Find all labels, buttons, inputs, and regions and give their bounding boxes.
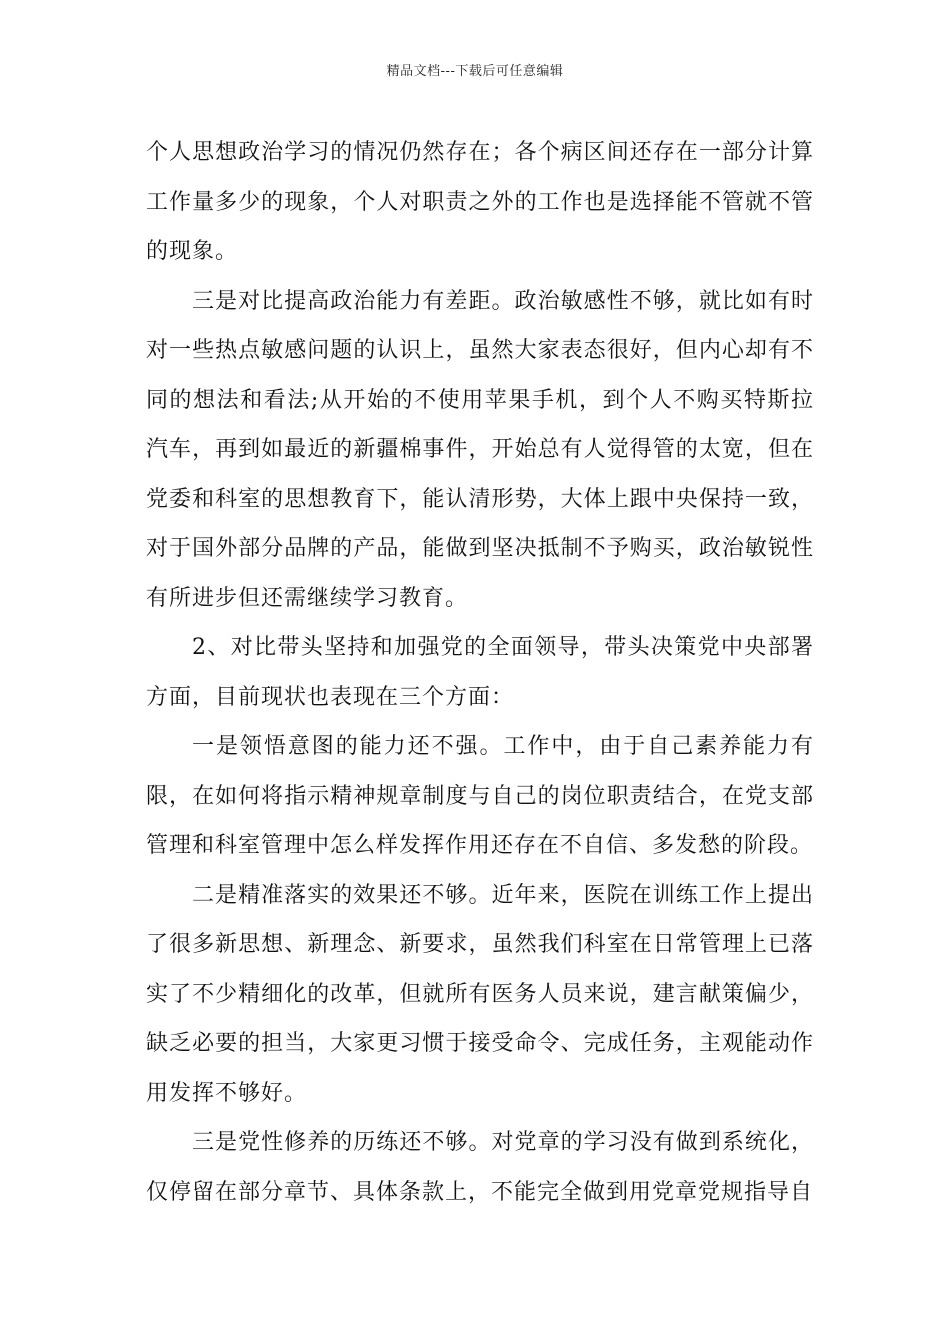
paragraph-continued: 个人思想政治学习的情况仍然存在；各个病区间还存在一部分计算工作量多少的现象，个人对职责之外的工作也是选择能不管就不管的现象。 bbox=[146, 140, 814, 264]
document-body bbox=[146, 128, 814, 1217]
paragraph-political-ability: 三是对比提高政治能力有差距。政治敏感性不够，就比如有时对一些热点敏感问题的认识上，虽然大家表态很好，但内心却有不同的想法和看法;从开始的不使用苹果手机，到个人不购买特斯拉汽车，再到如最近的新疆棉事件，开始总有人觉得管的太宽，但在党委和科室的思想教育下，能认清形势，大体上跟中央保持一致，对于国外部分品牌的产品，能做到坚决抵制不予购买，政治敏锐性有所进步但还需继续学习教育。 bbox=[146, 288, 814, 611]
paragraph-precise-implementation: 二是精准落实的效果还不够。近年来，医院在训练工作上提出了很多新思想、新理念、新要求，虽然我们科室在日常管理上已落实了不少精细化的改革，但就所有医务人员来说，建言献策偏少，缺乏必要的担当，大家更习惯于接受命令、完成任务，主观能动作用发挥不够好。 bbox=[146, 882, 814, 1106]
page-header: 精品文档---下载后可任意编辑 bbox=[386, 64, 564, 79]
paragraph-section-2: 2、对比带头坚持和加强党的全面领导，带头决策党中央部署方面，目前现状也表现在三个方面： bbox=[146, 635, 814, 710]
paragraph-understanding-intent: 一是领悟意图的能力还不强。工作中，由于自己素养能力有限，在如何将指示精神规章制度与自己的岗位职责结合，在党支部管理和科室管理中怎么样发挥作用还存在不自信、多发愁的阶段。 bbox=[146, 734, 814, 858]
paragraph-party-cultivation: 三是党性修养的历练还不够。对党章的学习没有做到系统化，仅停留在部分章节、具体条款上，不能完全做到用党章党规指导自 bbox=[146, 1130, 814, 1205]
